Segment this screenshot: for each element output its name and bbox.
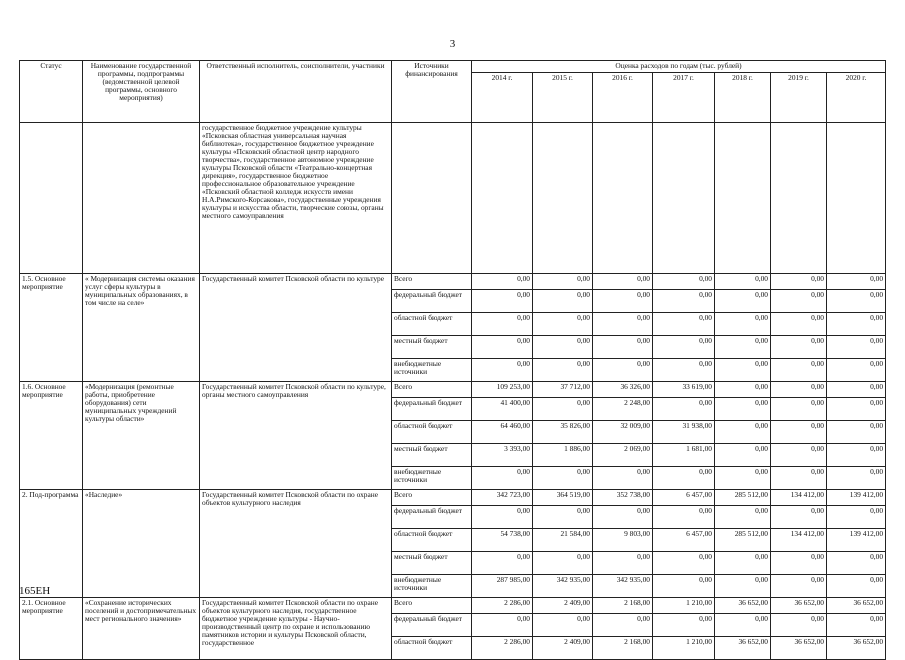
header-status: Статус [20,61,83,123]
value-cell: 0,00 [827,575,886,598]
funding-source-cell: областной бюджет [392,637,472,660]
value-cell: 0,00 [827,467,886,490]
value-cell [771,123,827,274]
value-cell: 0,00 [715,575,771,598]
value-cell: 342 935,00 [533,575,593,598]
value-cell: 9 803,00 [593,529,653,552]
continuation-executor-cell: государственное бюджетное учреждение культуры «Псковская областная универсальная научная библиотека», государственное бюджетное учреждение культуры «Псковский областной центр народного творчества», государственное автономное учреждение культуры Псковской области «Театрально-концертная дирекция», государственное бюджетное профессиональное образовательное учреждение «Псковский областной колледж искусств имени Н.А.Римского-Корсакова», государственные учреждения культуры и искусства области, творческие союзы, органы местного самоуправления [200,123,392,274]
finance-row [20,274,886,290]
value-cell: 0,00 [827,421,886,444]
value-cell: 21 584,00 [533,529,593,552]
value-cell: 285 512,00 [715,529,771,552]
value-cell: 2 286,00 [472,598,533,614]
program-name-cell: « Модернизация системы оказания услуг сферы культуры в муниципальных образованиях, в том числе на селе» [83,274,200,382]
value-cell: 0,00 [715,359,771,382]
value-cell: 0,00 [771,552,827,575]
value-cell: 0,00 [715,506,771,529]
value-cell: 0,00 [533,274,593,290]
value-cell [715,123,771,274]
funding-source-cell: федеральный бюджет [392,290,472,313]
value-cell: 33 619,00 [653,382,715,398]
value-cell: 36 326,00 [593,382,653,398]
funding-source-cell: внебюджетные источники [392,575,472,598]
finance-row [20,598,886,614]
value-cell: 0,00 [827,398,886,421]
value-cell: 0,00 [827,552,886,575]
value-cell: 0,00 [593,552,653,575]
value-cell: 0,00 [472,359,533,382]
value-cell: 0,00 [715,467,771,490]
value-cell: 32 009,00 [593,421,653,444]
funding-source-cell: областной бюджет [392,313,472,336]
value-cell: 0,00 [715,444,771,467]
value-cell: 2 409,00 [533,637,593,660]
value-cell: 0,00 [715,290,771,313]
status-cell: 1.6. Основное мероприятие [20,382,83,490]
value-cell [653,123,715,274]
value-cell [827,123,886,274]
value-cell: 0,00 [771,506,827,529]
status-cell: 2.1. Основное мероприятие [20,598,83,660]
funding-source-cell: федеральный бюджет [392,398,472,421]
value-cell: 352 738,00 [593,490,653,506]
value-cell: 2 286,00 [472,637,533,660]
value-cell: 0,00 [472,290,533,313]
value-cell: 37 712,00 [533,382,593,398]
program-name-cell: «Наследие» [83,490,200,598]
value-cell: 139 412,00 [827,490,886,506]
header-year: 2018 г. [715,73,771,123]
status-cell: 2. Под-программа [20,490,83,598]
value-cell: 0,00 [771,614,827,637]
value-cell: 0,00 [593,336,653,359]
value-cell: 342 723,00 [472,490,533,506]
header-year: 2016 г. [593,73,653,123]
value-cell: 1 886,00 [533,444,593,467]
value-cell: 2 248,00 [593,398,653,421]
budget-table [19,60,886,660]
value-cell: 36 652,00 [771,598,827,614]
header-year: 2017 г. [653,73,715,123]
header-year: 2015 г. [533,73,593,123]
value-cell: 0,00 [653,575,715,598]
program-name-cell: «Сохранение исторических поселений и достопримечательных мест регионального значения» [83,598,200,660]
value-cell: 0,00 [715,336,771,359]
value-cell: 342 935,00 [593,575,653,598]
value-cell: 0,00 [533,614,593,637]
value-cell: 1 210,00 [653,637,715,660]
funding-source-cell: федеральный бюджет [392,614,472,637]
value-cell: 0,00 [593,467,653,490]
value-cell: 0,00 [715,614,771,637]
header-year: 2014 г. [472,73,533,123]
value-cell: 0,00 [771,421,827,444]
funding-source-cell: Всего [392,598,472,614]
value-cell: 0,00 [653,359,715,382]
source-cell [392,123,472,274]
funding-source-cell: внебюджетные источники [392,359,472,382]
value-cell: 0,00 [593,313,653,336]
funding-source-cell: Всего [392,382,472,398]
value-cell: 35 826,00 [533,421,593,444]
value-cell: 0,00 [533,313,593,336]
header-name: Наименование государственной программы, подпрограммы (ведомственной целевой программы, основного мероприятия) [83,61,200,123]
value-cell: 0,00 [653,290,715,313]
value-cell: 0,00 [771,274,827,290]
value-cell: 2 409,00 [533,598,593,614]
funding-source-cell: федеральный бюджет [392,506,472,529]
funding-source-cell: Всего [392,274,472,290]
funding-source-cell: местный бюджет [392,444,472,467]
value-cell: 64 460,00 [472,421,533,444]
funding-source-cell: областной бюджет [392,421,472,444]
value-cell: 0,00 [771,575,827,598]
value-cell: 6 457,00 [653,490,715,506]
value-cell: 36 652,00 [771,637,827,660]
value-cell: 54 738,00 [472,529,533,552]
value-cell: 0,00 [472,506,533,529]
header-year: 2019 г. [771,73,827,123]
value-cell: 0,00 [715,382,771,398]
program-name-cell: «Модернизация (ремонтные работы, приобретение оборудования) сети муниципальных учреждений культуры области» [83,382,200,490]
page-number: 3 [449,38,456,50]
value-cell: 36 652,00 [827,598,886,614]
value-cell: 1 210,00 [653,598,715,614]
value-cell: 0,00 [533,290,593,313]
continuation-row [20,123,886,274]
value-cell: 0,00 [593,290,653,313]
value-cell: 0,00 [472,336,533,359]
value-cell: 0,00 [533,467,593,490]
value-cell: 134 412,00 [771,529,827,552]
value-cell: 0,00 [715,274,771,290]
footer-code: 165ЕН [19,585,51,597]
executor-cell: Государственный комитет Псковской области по культуре, органы местного самоуправления [200,382,392,490]
value-cell: 0,00 [653,506,715,529]
value-cell: 2 069,00 [593,444,653,467]
value-cell: 364 519,00 [533,490,593,506]
value-cell: 31 938,00 [653,421,715,444]
value-cell: 0,00 [827,382,886,398]
header-sources: Источники финансирования [392,61,472,123]
status-cell: 1.5. Основное мероприятие [20,274,83,382]
value-cell: 0,00 [533,359,593,382]
header-estimate: Оценка расходов по годам (тыс. рублей) [472,61,886,73]
value-cell: 0,00 [653,467,715,490]
value-cell: 0,00 [771,398,827,421]
value-cell: 36 652,00 [715,637,771,660]
value-cell: 2 168,00 [593,598,653,614]
value-cell: 0,00 [593,506,653,529]
value-cell: 0,00 [653,336,715,359]
value-cell: 0,00 [472,614,533,637]
value-cell: 0,00 [771,382,827,398]
value-cell: 0,00 [771,290,827,313]
value-cell: 0,00 [472,313,533,336]
value-cell: 287 985,00 [472,575,533,598]
value-cell: 0,00 [771,359,827,382]
executor-cell: Государственный комитет Псковской области по охране объектов культурного наследия [200,490,392,598]
value-cell: 41 400,00 [472,398,533,421]
value-cell: 0,00 [827,444,886,467]
value-cell: 0,00 [593,274,653,290]
value-cell: 0,00 [653,398,715,421]
value-cell: 0,00 [533,552,593,575]
finance-row [20,490,886,506]
value-cell: 0,00 [593,614,653,637]
value-cell [533,123,593,274]
value-cell: 0,00 [472,552,533,575]
value-cell: 0,00 [593,359,653,382]
value-cell: 0,00 [827,506,886,529]
value-cell: 0,00 [827,274,886,290]
value-cell: 0,00 [715,398,771,421]
executor-cell: Государственный комитет Псковской области по культуре [200,274,392,382]
value-cell: 2 168,00 [593,637,653,660]
value-cell: 0,00 [827,614,886,637]
value-cell: 3 393,00 [472,444,533,467]
value-cell [593,123,653,274]
funding-source-cell: внебюджетные источники [392,467,472,490]
value-cell: 109 253,00 [472,382,533,398]
value-cell: 1 681,00 [653,444,715,467]
header-executor: Ответственный исполнитель, соисполнители, участники [200,61,392,123]
value-cell: 0,00 [827,290,886,313]
status-cell [20,123,83,274]
value-cell: 0,00 [771,444,827,467]
value-cell: 0,00 [715,552,771,575]
executor-cell: Государственный комитет Псковской области по охране объектов культурного наследия, государственное бюджетное учреждение культуры - Научно-производственный центр по охране и использованию памятников истории и культуры Псковской области, государственное [200,598,392,660]
value-cell: 0,00 [771,336,827,359]
value-cell: 0,00 [653,552,715,575]
value-cell: 36 652,00 [827,637,886,660]
funding-source-cell: Всего [392,490,472,506]
value-cell: 139 412,00 [827,529,886,552]
header-year: 2020 г. [827,73,886,123]
funding-source-cell: областной бюджет [392,529,472,552]
value-cell: 0,00 [533,336,593,359]
value-cell: 0,00 [827,313,886,336]
value-cell: 0,00 [533,506,593,529]
value-cell [472,123,533,274]
value-cell: 0,00 [771,313,827,336]
value-cell: 285 512,00 [715,490,771,506]
value-cell: 0,00 [827,359,886,382]
value-cell: 0,00 [472,274,533,290]
value-cell: 0,00 [653,313,715,336]
value-cell: 0,00 [533,398,593,421]
value-cell: 0,00 [715,421,771,444]
funding-source-cell: местный бюджет [392,336,472,359]
value-cell: 0,00 [653,614,715,637]
value-cell: 6 457,00 [653,529,715,552]
funding-source-cell: местный бюджет [392,552,472,575]
value-cell: 0,00 [715,313,771,336]
finance-row [20,382,886,398]
value-cell: 0,00 [653,274,715,290]
value-cell: 0,00 [472,467,533,490]
value-cell: 0,00 [771,467,827,490]
value-cell: 134 412,00 [771,490,827,506]
value-cell: 0,00 [827,336,886,359]
name-cell [83,123,200,274]
value-cell: 36 652,00 [715,598,771,614]
